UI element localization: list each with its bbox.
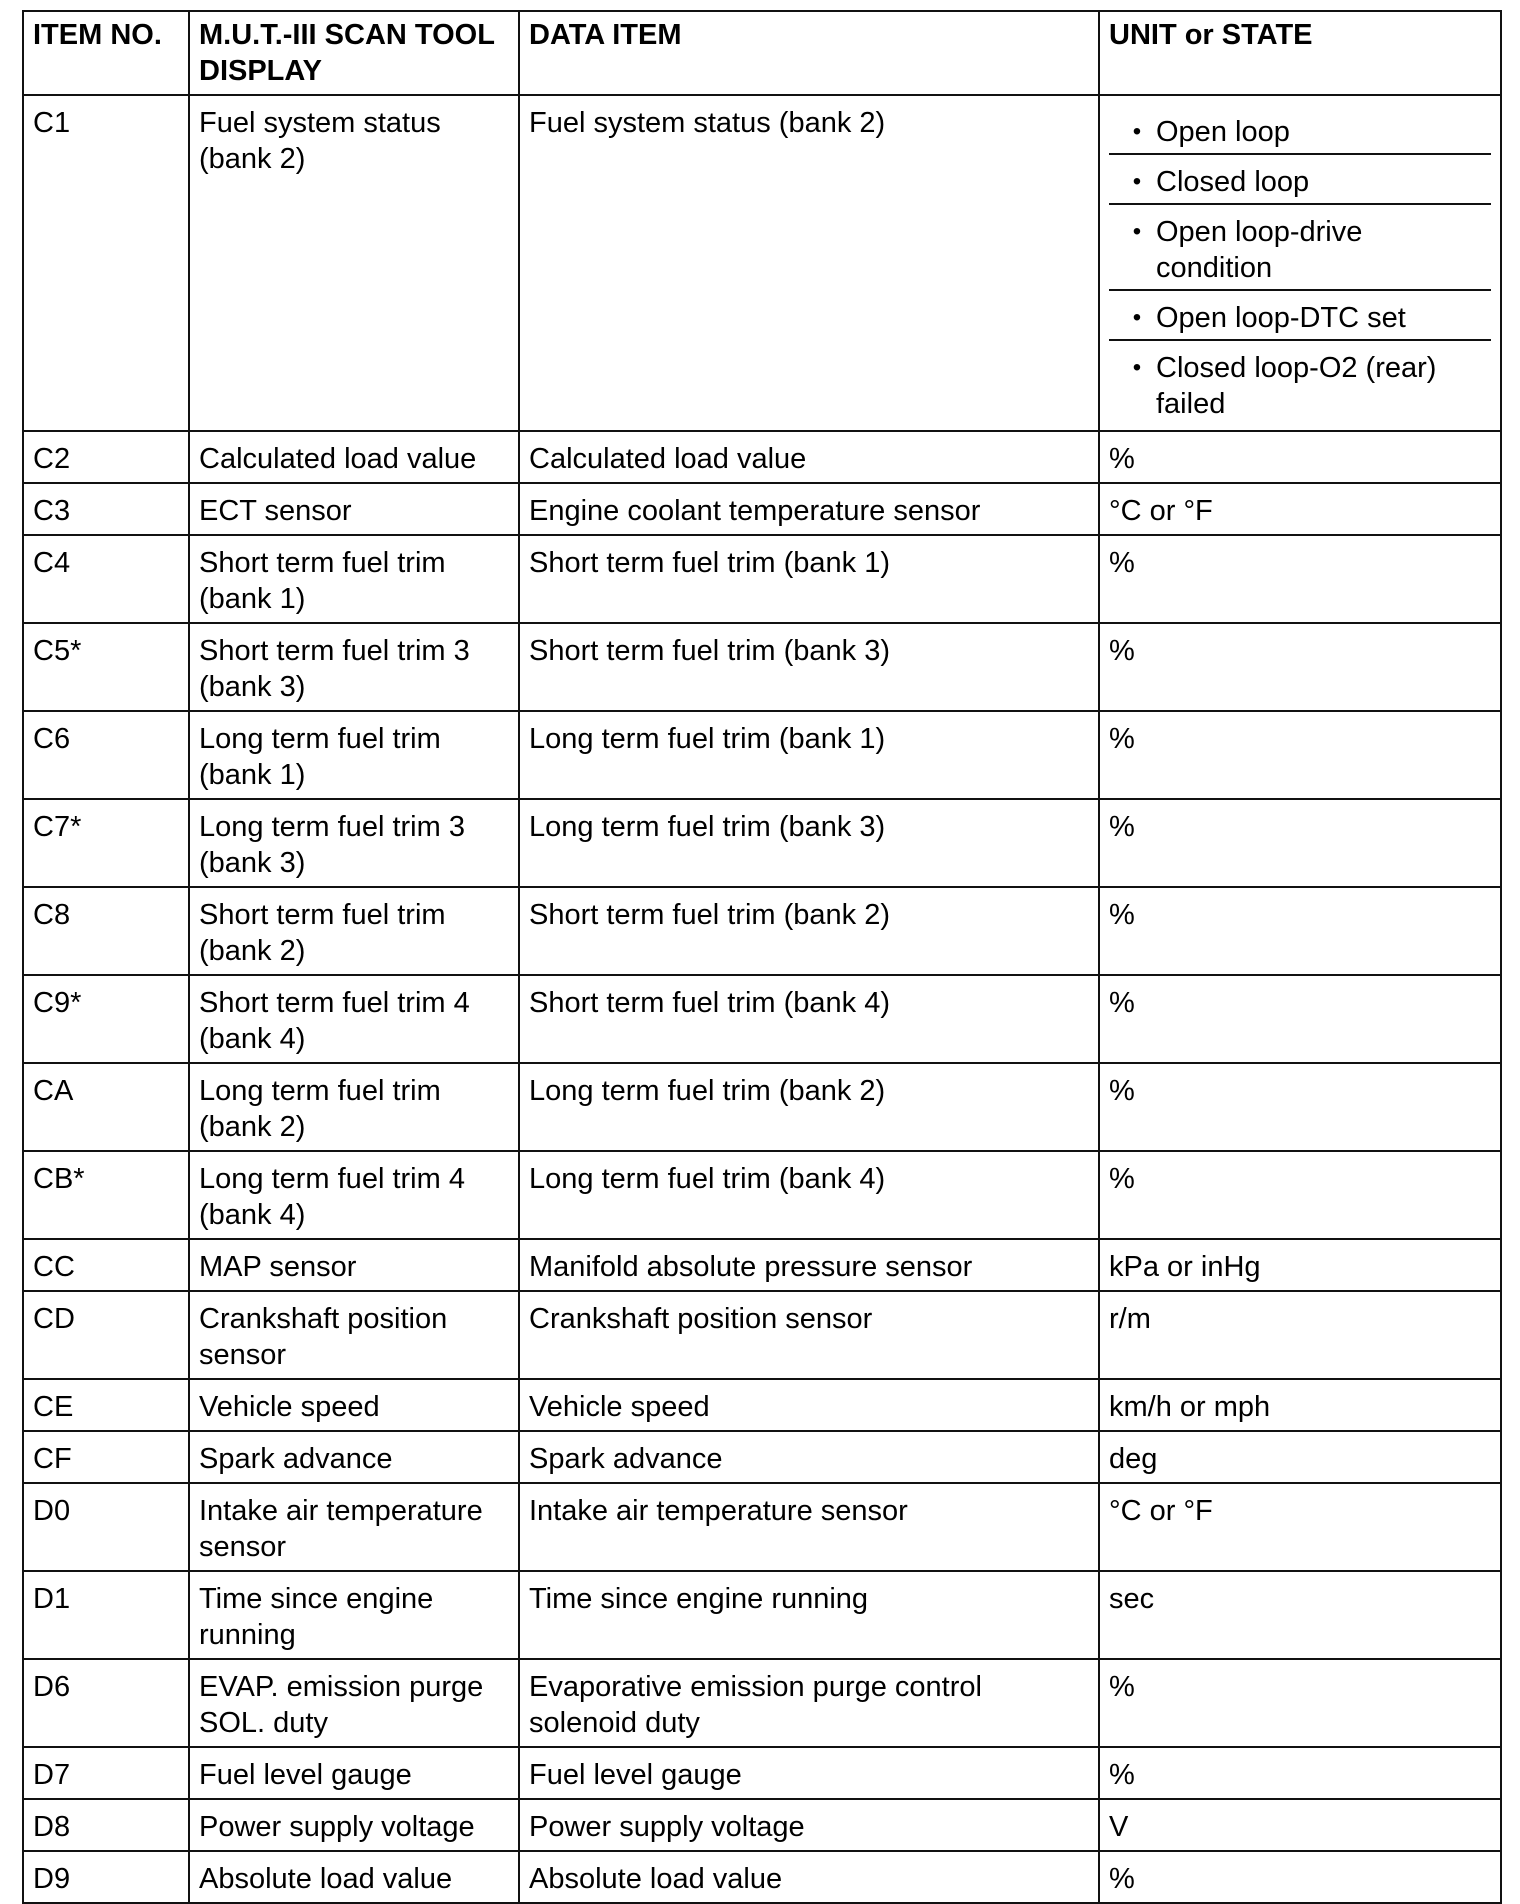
cell-data-item: Short term fuel trim (bank 4): [519, 975, 1099, 1063]
table-row: [23, 975, 1501, 1063]
cell-item-no: C4: [23, 535, 189, 623]
header-unit-or-state: UNIT or STATE: [1099, 11, 1501, 95]
header-item-no: ITEM NO.: [23, 11, 189, 95]
cell-data-item: Short term fuel trim (bank 3): [519, 623, 1099, 711]
header-data-item: DATA ITEM: [519, 11, 1099, 95]
cell-scan-tool-display: Calculated load value: [189, 431, 519, 483]
cell-item-no: D9: [23, 1851, 189, 1903]
cell-scan-tool-display: Crankshaft position sensor: [189, 1291, 519, 1379]
header-scan-tool-display: M.U.T.-III SCAN TOOL DISPLAY: [189, 11, 519, 95]
cell-unit-or-state: %: [1099, 799, 1501, 887]
state-item: [1109, 155, 1491, 205]
table-row: [23, 1063, 1501, 1151]
cell-unit-or-state: °C or °F: [1099, 483, 1501, 535]
cell-unit-or-state: %: [1099, 1747, 1501, 1799]
cell-data-item: Vehicle speed: [519, 1379, 1099, 1431]
cell-item-no: CE: [23, 1379, 189, 1431]
cell-data-item: Long term fuel trim (bank 1): [519, 711, 1099, 799]
cell-scan-tool-display: Long term fuel trim (bank 2): [189, 1063, 519, 1151]
cell-item-no: CB*: [23, 1151, 189, 1239]
cell-scan-tool-display: Power supply voltage: [189, 1799, 519, 1851]
bullet-icon: •: [1132, 168, 1142, 195]
cell-unit-or-state: r/m: [1099, 1291, 1501, 1379]
table-row: [23, 535, 1501, 623]
cell-data-item: Engine coolant temperature sensor: [519, 483, 1099, 535]
cell-data-item: Evaporative emission purge control solenoid duty: [519, 1659, 1099, 1747]
bullet-icon: •: [1132, 354, 1142, 381]
table-row: [23, 1431, 1501, 1483]
cell-item-no: C8: [23, 887, 189, 975]
table-row: [23, 1799, 1501, 1851]
cell-unit-or-state: sec: [1099, 1571, 1501, 1659]
cell-item-no: D8: [23, 1799, 189, 1851]
cell-scan-tool-display: ECT sensor: [189, 483, 519, 535]
cell-scan-tool-display: Time since engine running: [189, 1571, 519, 1659]
cell-scan-tool-display: Short term fuel trim (bank 2): [189, 887, 519, 975]
table-row: [23, 1483, 1501, 1571]
bullet-icon: •: [1132, 304, 1142, 331]
cell-data-item: Absolute load value: [519, 1851, 1099, 1903]
cell-item-no: CF: [23, 1431, 189, 1483]
bullet-icon: •: [1132, 118, 1142, 145]
table-row: [23, 95, 1501, 431]
cell-scan-tool-display: Vehicle speed: [189, 1379, 519, 1431]
data-list-table: [22, 10, 1502, 1904]
cell-item-no: CD: [23, 1291, 189, 1379]
cell-item-no: C1: [23, 95, 189, 431]
cell-item-no: D1: [23, 1571, 189, 1659]
cell-data-item: Short term fuel trim (bank 2): [519, 887, 1099, 975]
table-row: [23, 1659, 1501, 1747]
table-row: [23, 799, 1501, 887]
cell-item-no: C3: [23, 483, 189, 535]
cell-data-item: Manifold absolute pressure sensor: [519, 1239, 1099, 1291]
cell-unit-or-state: %: [1099, 887, 1501, 975]
cell-data-item: Crankshaft position sensor: [519, 1291, 1099, 1379]
cell-item-no: C2: [23, 431, 189, 483]
cell-scan-tool-display: Absolute load value: [189, 1851, 519, 1903]
cell-unit-or-state: %: [1099, 1063, 1501, 1151]
cell-item-no: CA: [23, 1063, 189, 1151]
cell-unit-or-state: %: [1099, 975, 1501, 1063]
cell-unit-or-state: %: [1099, 431, 1501, 483]
cell-item-no: C7*: [23, 799, 189, 887]
state-item: [1109, 291, 1491, 341]
cell-data-item: Spark advance: [519, 1431, 1099, 1483]
table-row: [23, 887, 1501, 975]
cell-unit-or-state: kPa or inHg: [1099, 1239, 1501, 1291]
cell-scan-tool-display: Intake air temperature sensor: [189, 1483, 519, 1571]
cell-data-item: Fuel system status (bank 2): [519, 95, 1099, 431]
cell-scan-tool-display: Fuel system status (bank 2): [189, 95, 519, 431]
cell-unit-or-state: %: [1099, 623, 1501, 711]
table-row: [23, 1851, 1501, 1903]
table-row: [23, 1747, 1501, 1799]
cell-unit-or-state: deg: [1099, 1431, 1501, 1483]
cell-item-no: C5*: [23, 623, 189, 711]
table-row: [23, 431, 1501, 483]
cell-data-item: Fuel level gauge: [519, 1747, 1099, 1799]
cell-unit-or-state: %: [1099, 535, 1501, 623]
state-text: Open loop-DTC set: [1156, 302, 1406, 334]
cell-scan-tool-display: Long term fuel trim (bank 1): [189, 711, 519, 799]
cell-data-item: Power supply voltage: [519, 1799, 1099, 1851]
state-text: Closed loop: [1156, 166, 1310, 198]
cell-unit-or-state: °C or °F: [1099, 1483, 1501, 1571]
table-row: [23, 1239, 1501, 1291]
cell-data-item: Long term fuel trim (bank 4): [519, 1151, 1099, 1239]
table-row: [23, 1379, 1501, 1431]
cell-scan-tool-display: Spark advance: [189, 1431, 519, 1483]
cell-data-item: Long term fuel trim (bank 2): [519, 1063, 1099, 1151]
cell-item-no: C9*: [23, 975, 189, 1063]
cell-scan-tool-display: Long term fuel trim 4 (bank 4): [189, 1151, 519, 1239]
cell-scan-tool-display: Long term fuel trim 3 (bank 3): [189, 799, 519, 887]
state-item: [1109, 205, 1491, 291]
cell-data-item: Intake air temperature sensor: [519, 1483, 1099, 1571]
table-row: [23, 1291, 1501, 1379]
cell-unit-or-state: %: [1099, 1851, 1501, 1903]
state-text: Open loop: [1156, 116, 1290, 148]
state-item: [1109, 341, 1491, 425]
cell-unit-or-state: km/h or mph: [1099, 1379, 1501, 1431]
cell-state-list: [1099, 95, 1501, 431]
table-row: [23, 1571, 1501, 1659]
cell-data-item: Calculated load value: [519, 431, 1099, 483]
cell-scan-tool-display: Short term fuel trim (bank 1): [189, 535, 519, 623]
cell-scan-tool-display: MAP sensor: [189, 1239, 519, 1291]
cell-data-item: Long term fuel trim (bank 3): [519, 799, 1099, 887]
cell-item-no: CC: [23, 1239, 189, 1291]
cell-scan-tool-display: Short term fuel trim 4 (bank 4): [189, 975, 519, 1063]
cell-data-item: Short term fuel trim (bank 1): [519, 535, 1099, 623]
state-text: Open loop-drive condition: [1156, 216, 1363, 284]
bullet-icon: •: [1132, 218, 1142, 245]
table-row: [23, 483, 1501, 535]
table-row: [23, 1151, 1501, 1239]
cell-unit-or-state: V: [1099, 1799, 1501, 1851]
table-row: [23, 623, 1501, 711]
cell-unit-or-state: %: [1099, 1151, 1501, 1239]
cell-data-item: Time since engine running: [519, 1571, 1099, 1659]
cell-item-no: D0: [23, 1483, 189, 1571]
cell-item-no: D7: [23, 1747, 189, 1799]
cell-item-no: D6: [23, 1659, 189, 1747]
header-row: [23, 11, 1501, 95]
table-row: [23, 711, 1501, 799]
state-text: Closed loop-O2 (rear) failed: [1156, 352, 1437, 420]
cell-scan-tool-display: Short term fuel trim 3 (bank 3): [189, 623, 519, 711]
cell-scan-tool-display: EVAP. emission purge SOL. duty: [189, 1659, 519, 1747]
cell-unit-or-state: %: [1099, 1659, 1501, 1747]
cell-scan-tool-display: Fuel level gauge: [189, 1747, 519, 1799]
cell-item-no: C6: [23, 711, 189, 799]
state-item: [1109, 105, 1491, 155]
cell-unit-or-state: %: [1099, 711, 1501, 799]
